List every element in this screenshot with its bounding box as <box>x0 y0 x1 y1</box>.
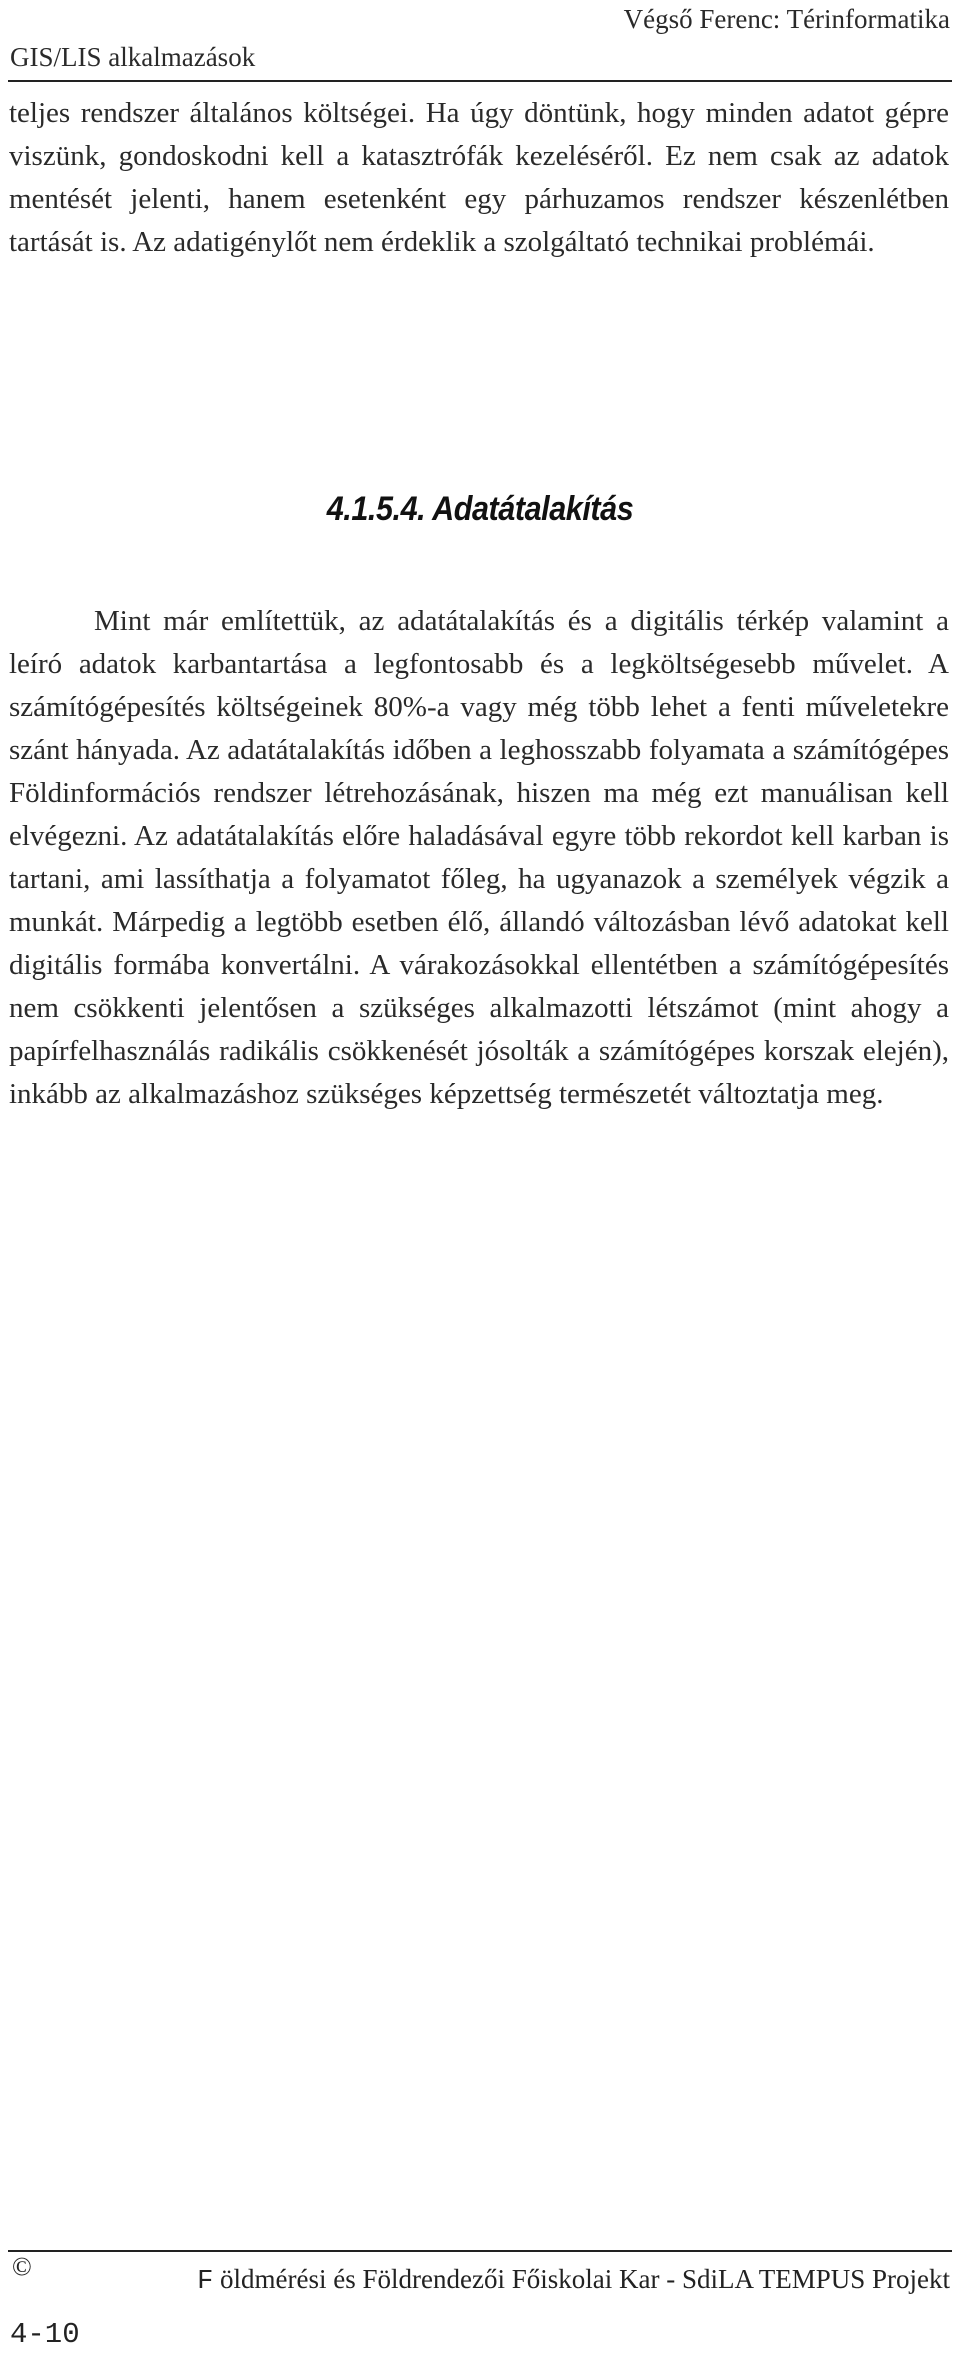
body-paragraph-2: Mint már említettük, az adatátalakítás és a digitális térkép valamint a leíró adatok karbantartása a legfontosabb és a legköltségesebb művelet. A számítógépesítés költségeinek 80%-a vagy még több lehet a fenti műveletekre szánt hányada. Az adatátalakítás időben a leghosszabb folyamata a számítógépes Földinformációs rendszer létrehozásának, hiszen ma még ezt manuálisan kell elvégezni. Az adatátalakítás előre haladásával egyre több rekordot kell karban is tartani, ami lassíthatja a folyamatot főleg, ha ugyanazok a személyek végzik a munkát. Márpedig a legtöbb esetben élő, állandó változásban lévő adatokat kell digitális formába konvertálni. A várakozásokkal ellentétben a számítógépesítés nem csökkenti jelentősen a szükséges alkalmazotti létszámot (mint ahogy a papírfelhasználás radikális csökkenését jósolták a számítógépes korszak elején), inkább az alkalmazáshoz szükséges képzettség természetét változtatja meg. <box>9 605 949 1110</box>
footer-institution-initial: F <box>197 2267 214 2297</box>
footer-divider <box>8 2250 952 2252</box>
copyright-symbol: © <box>12 2252 32 2281</box>
section-heading: 4.1.5.4. Adatátalakítás <box>326 490 634 528</box>
page-header <box>0 0 960 84</box>
page-number: 4-10 <box>10 2318 80 2351</box>
footer-institution-text: öldmérési és Földrendezői Főiskolai Kar - SdiLA TEMPUS Projekt <box>220 2264 950 2294</box>
header-author-title: Végső Ferenc: Térinformatika <box>623 4 950 34</box>
header-running-title: GIS/LIS alkalmazások <box>10 42 256 72</box>
footer-institution <box>197 2262 950 2299</box>
header-divider <box>8 80 952 82</box>
body-paragraph-1: teljes rendszer általános költségei. Ha úgy döntünk, hogy minden adatot gépre viszünk, gondoskodni kell a katasztrófák kezeléséről. Ez nem csak az adatok mentését jelenti, hanem esetenként egy párhuzamos rendszer készenlétben tartását is. Az adatigénylőt nem érdeklik a szolgáltató technikai problémái. <box>9 97 949 258</box>
